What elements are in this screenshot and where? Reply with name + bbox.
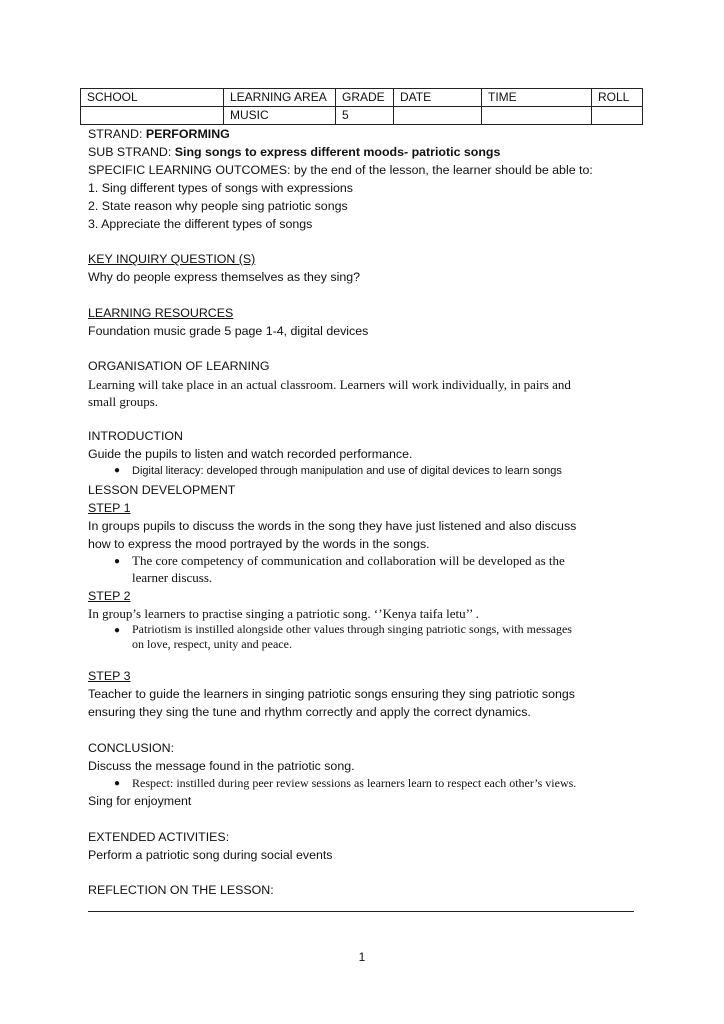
bullet-icon: ● [114, 778, 121, 789]
school-cell: SCHOOL [81, 89, 224, 107]
page-number: 1 [358, 950, 366, 964]
time-cell: TIME [482, 89, 592, 107]
roll-cell: ROLL [592, 89, 643, 107]
bullet-icon: ● [114, 556, 121, 567]
reflection-answer-line [88, 911, 634, 912]
resources-text: Foundation music grade 5 page 1-4, digital devices [88, 324, 369, 338]
step-2-line-1: In group’s learners to practise singing a patriotic song. ‘’Kenya taifa letu’’ . [88, 606, 479, 621]
step-1-bullet-line-2: learner discuss. [132, 570, 213, 585]
date-value [394, 107, 482, 125]
conclusion-heading: CONCLUSION: [88, 741, 175, 755]
conclusion-bullet: Respect: instilled during peer review sessions as learners learn to respect each other’s views. [132, 776, 577, 790]
slo-item-1: 1. Sing different types of songs with expressions [88, 181, 353, 195]
date-cell: DATE [394, 89, 482, 107]
step-3-line-1: Teacher to guide the learners in singing patriotic songs ensuring they sing patriotic songs [88, 687, 575, 701]
step-3-line-2: ensuring they sing the tune and rhythm correctly and apply the correct dynamics. [88, 705, 531, 719]
header-row-values [81, 107, 643, 125]
kiq-heading: KEY INQUIRY QUESTION (S) [88, 252, 256, 266]
strand-line [88, 126, 230, 143]
resources-heading: LEARNING RESOURCES [88, 306, 234, 320]
header-row-labels [81, 89, 643, 107]
strand-value: PERFORMING [145, 127, 230, 141]
strand-label: STRAND: [88, 127, 146, 141]
learning-area-cell: LEARNING AREA [224, 89, 336, 107]
roll-value [592, 107, 643, 125]
learning-area-value: MUSIC [224, 107, 336, 125]
organisation-heading: ORGANISATION OF LEARNING [88, 359, 270, 373]
sub-strand-value: Sing songs to express different moods- patriotic songs [174, 145, 501, 159]
conclusion-text-2: Sing for enjoyment [88, 794, 192, 808]
slo-item-3: 3. Appreciate the different types of songs [88, 217, 313, 231]
introduction-text: Guide the pupils to listen and watch recorded performance. [88, 447, 413, 461]
extended-activities-heading: EXTENDED ACTIVITIES: [88, 830, 230, 844]
time-value [482, 107, 592, 125]
step-1-line-2: how to express the mood portrayed by the words in the songs. [88, 537, 430, 551]
lesson-header-table [80, 88, 643, 125]
step-2-heading: STEP 2 [88, 589, 131, 603]
introduction-bullet: Digital literacy: developed through manipulation and use of digital devices to learn songs [132, 465, 562, 477]
step-1-line-1: In groups pupils to discuss the words in the song they have just listened and also discuss [88, 519, 577, 533]
slo-item-2: 2. State reason why people sing patriotic songs [88, 199, 348, 213]
step-1-bullet-line-1: The core competency of communication and collaboration will be developed as the [132, 553, 565, 568]
sub-strand-line [88, 144, 500, 161]
organisation-line-1: Learning will take place in an actual classroom. Learners will work individually, in pairs and [88, 377, 571, 392]
school-value [81, 107, 224, 125]
bullet-icon: ● [114, 465, 121, 476]
step-2-bullet-line-2: on love, respect, unity and peace. [132, 637, 292, 651]
conclusion-text: Discuss the message found in the patriotic song. [88, 759, 355, 773]
step-3-heading: STEP 3 [88, 669, 131, 683]
grade-value: 5 [336, 107, 394, 125]
introduction-heading: INTRODUCTION [88, 429, 183, 443]
kiq-text: Why do people express themselves as they sing? [88, 270, 361, 284]
slo-heading: SPECIFIC LEARNING OUTCOMES: by the end of the lesson, the learner should be able to: [88, 163, 593, 177]
step-2-bullet-line-1: Patriotism is instilled alongside other values through singing patriotic songs, with messages [132, 622, 572, 636]
organisation-line-2: small groups. [88, 394, 159, 409]
extended-activities-text: Perform a patriotic song during social events [88, 848, 333, 862]
reflection-heading: REFLECTION ON THE LESSON: [88, 883, 274, 897]
lesson-development-heading: LESSON DEVELOPMENT [88, 483, 236, 497]
step-1-heading: STEP 1 [88, 501, 131, 515]
bullet-icon: ● [114, 625, 121, 636]
grade-cell: GRADE [336, 89, 394, 107]
sub-strand-label: SUB STRAND: [88, 145, 175, 159]
